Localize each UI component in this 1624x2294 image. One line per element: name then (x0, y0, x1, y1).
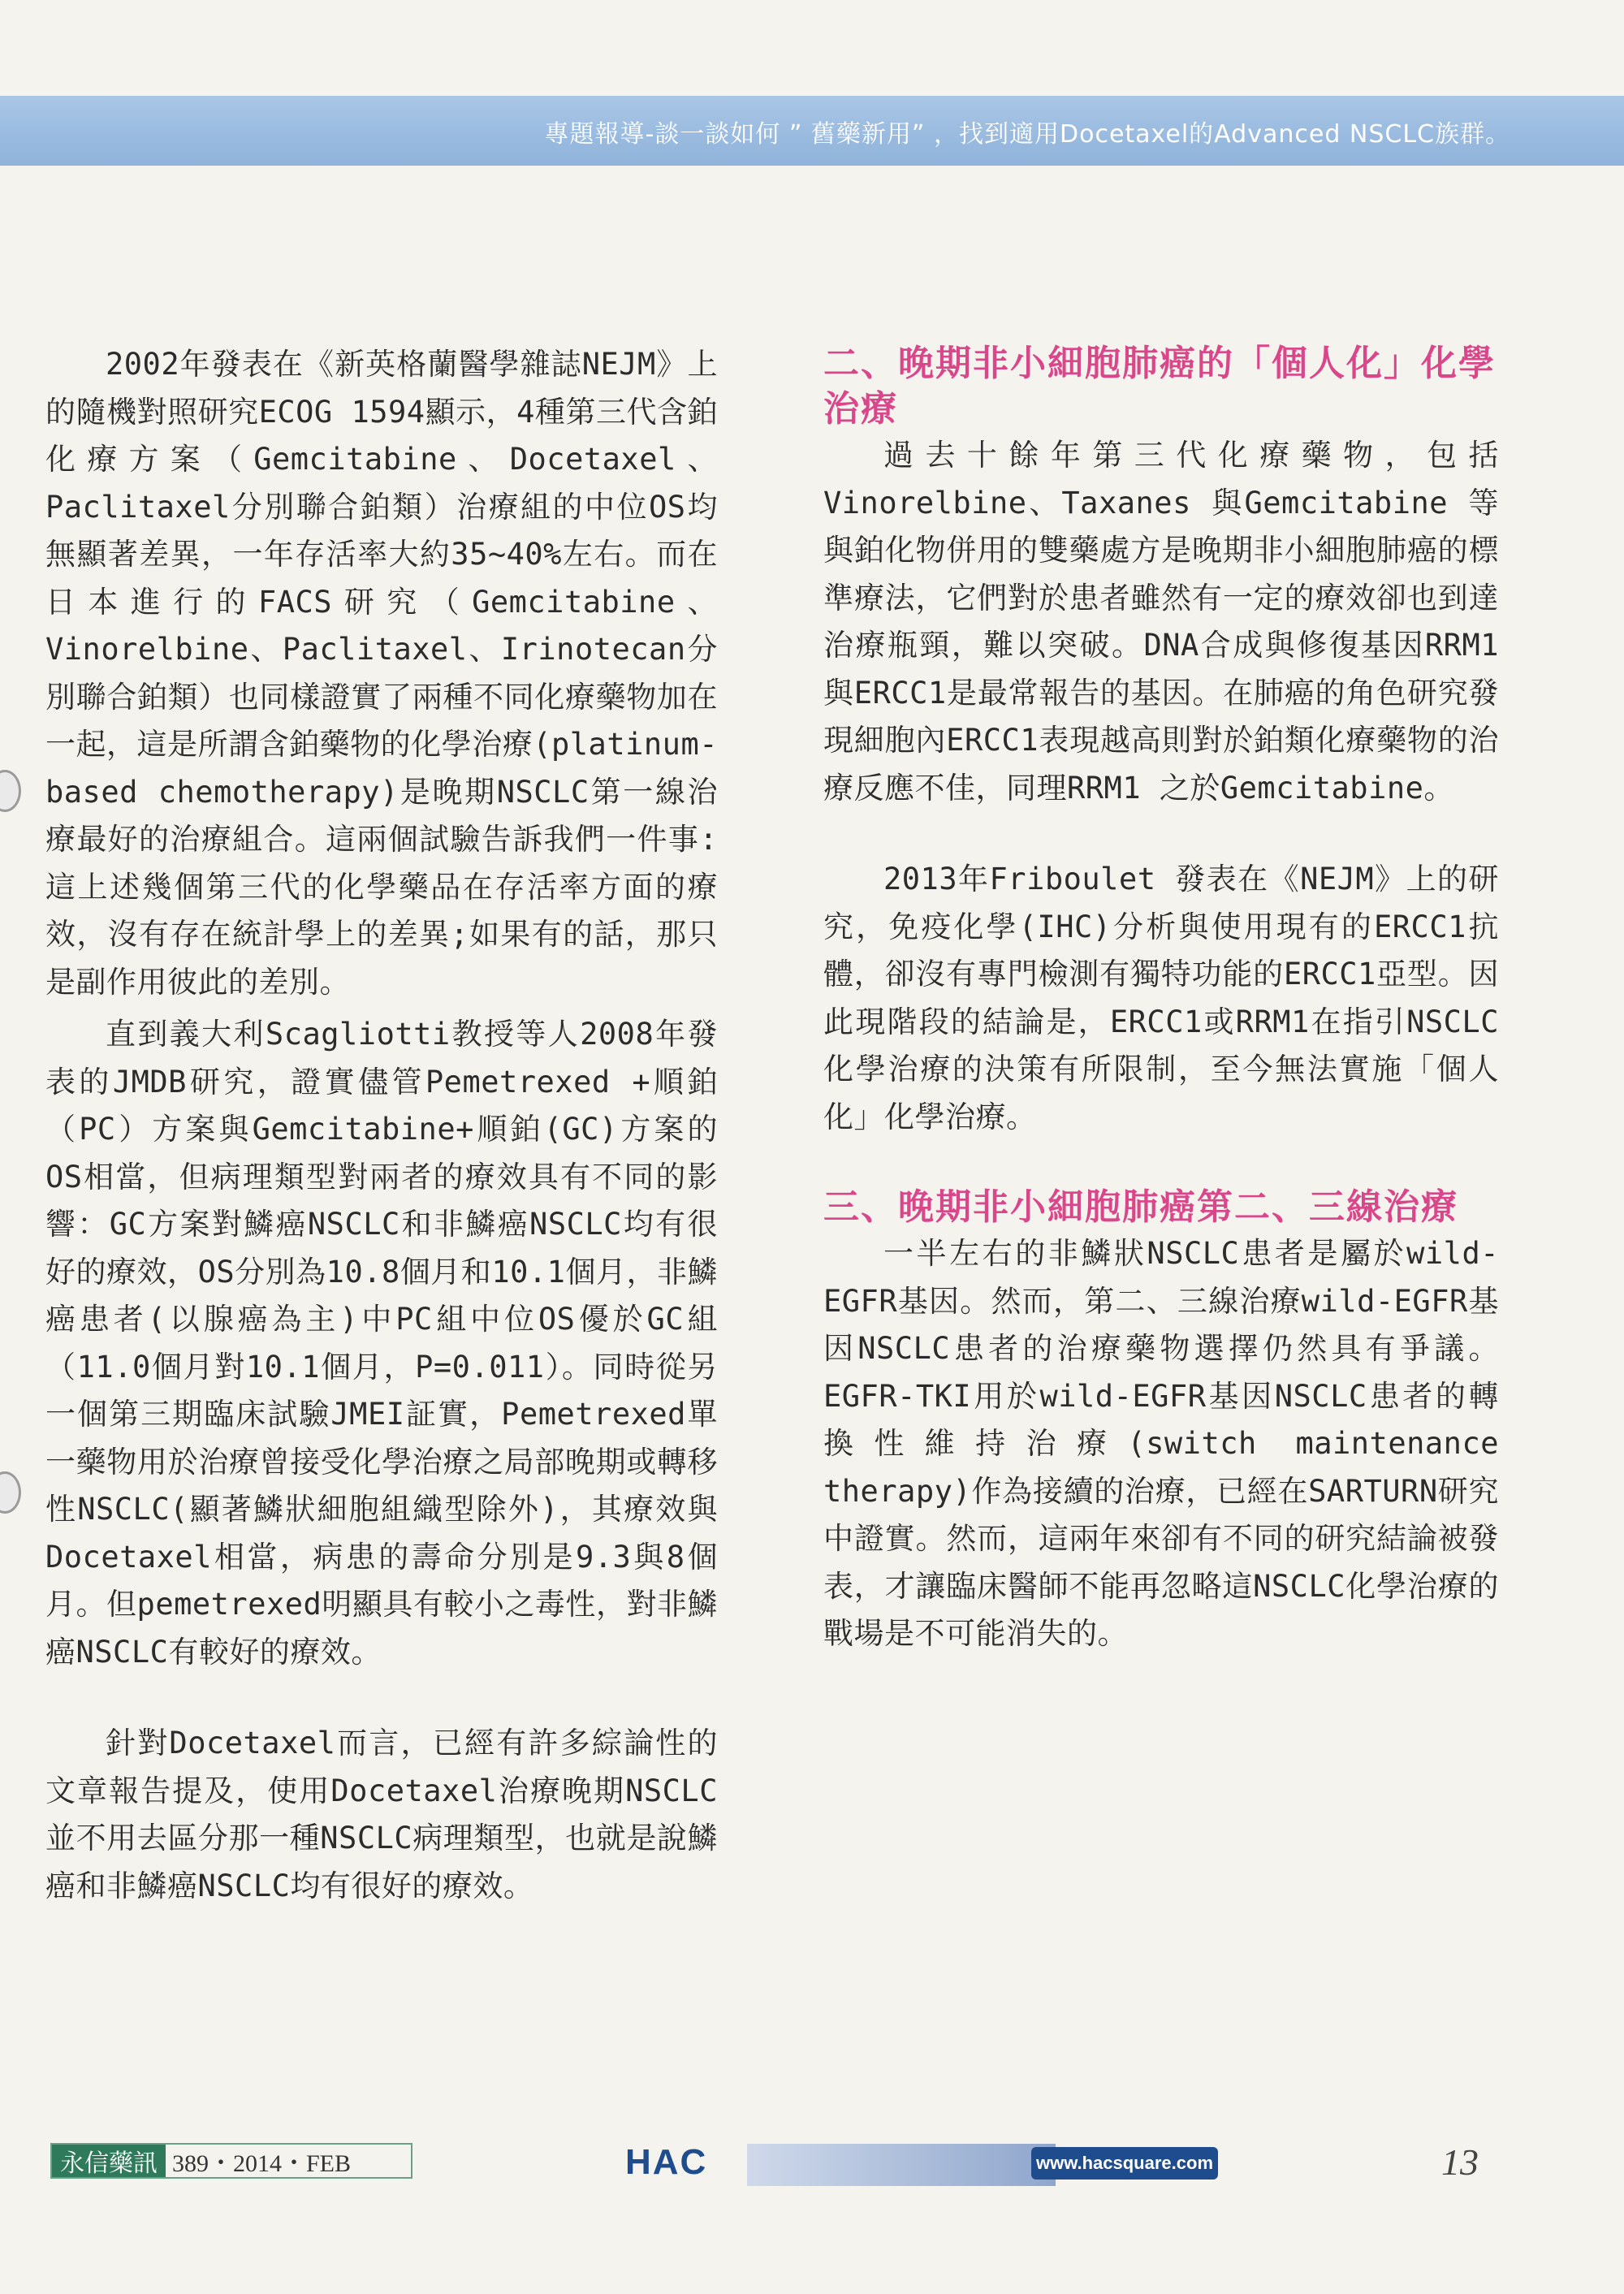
section-title-personalized: 二、晚期非小細胞肺癌的「個人化」化學治療 (823, 343, 1496, 430)
issue-info: 389・2014・FEB (172, 2150, 352, 2177)
page-number: 13 (1441, 2141, 1479, 2183)
hac-banner (625, 2142, 1242, 2191)
brand-name: 永信藥訊 (52, 2145, 166, 2177)
paragraph-wild-egfr: 一半左右的非鱗狀NSCLC患者是屬於wild-EGFR基因。然而，第二、三線治療wild-EGFR基因NSCLC患者的治療藥物選擇仍然具有爭議。EGFR-TKI用於wild-EGFR基因NSCLC患者的轉換性維持治療(switch maintenance therapy)作為接續的治療，已經在SARTURN研究中證實。然而，這兩年來卻有不同的研究結論被發表，才讓臨床醫師不能再忽略這NSCLC化學治療的戰場是不可能消失的。 (823, 1236, 1499, 1651)
hac-website-link[interactable]: www.hacsquare.com (1031, 2147, 1218, 2180)
paragraph-friboulet: 2013年Friboulet 發表在《NEJM》上的研究，免疫化學(IHC)分析與使用現有的ERCC1抗體，卻沒有專門檢測有獨特功能的ERCC1亞型。因此現階段的結論是，ERCC1或RRM1在指引NSCLC化學治療的決策有所限制，至今無法實施「個人化」化學治療。 (823, 862, 1499, 1134)
right-column (823, 341, 1499, 1658)
paragraph-jmdb-jmei: 直到義大利Scagliotti教授等人2008年發表的JMDB研究，證實儘管Pemetrexed +順鉑（PC）方案與Gemcitabine+順鉑(GC)方案的OS相當，但病理類型對兩者的療效具有不同的影響：GC方案對鱗癌NSCLC和非鱗癌NSCLC均有很好的療效，OS分別為10.8個月和10.1個月，非鱗癌患者(以腺癌為主)中PC組中位OS優於GC組（11.0個月對10.1個月，P=0.011）。同時從另一個第三期臨床試驗JMEI証實，Pemetrexed單一藥物用於治療曾接受化學治療之局部晚期或轉移性NSCLC(顯著鱗狀細胞組織型除外)，其療效與Docetaxel相當，病患的壽命分別是9.3與8個月。但pemetrexed明顯具有較小之毒性，對非鱗癌NSCLC有較好的療效。 (45, 1017, 718, 1670)
running-header: 專題報導-談一談如何 ” 舊藥新用” ，找到適用Docetaxel的Advanced NSCLC族群。 (544, 120, 1510, 149)
footer-brand (50, 2143, 412, 2179)
left-column (45, 341, 718, 1910)
paragraph-docetaxel: 針對Docetaxel而言，已經有許多綜論性的文章報告提及，使用Docetaxel治療晚期NSCLC並不用去區分那一種NSCLC病理類型，也就是說鱗癌和非鱗癌NSCLC均有很好的療效。 (45, 1726, 718, 1903)
hac-banner-bar (747, 2144, 1056, 2186)
paragraph-ecog-facs: 2002年發表在《新英格蘭醫學雜誌NEJM》上的隨機對照研究ECOG 1594顯示，4種第三代含鉑化療方案（Gemcitabine、Docetaxel、Paclitaxel分別聯合鉑類）治療組的中位OS均無顯著差異，一年存活率大約35~40%左右。而在日本進行的FACS研究（Gemcitabine、Vinorelbine、Paclitaxel、Irinotecan分別聯合鉑類）也同樣證實了兩種不同化療藥物加在一起，這是所謂含鉑藥物的化學治療(platinum-based chemotherapy)是晚期NSCLC第一線治療最好的治療組合。這兩個試驗告訴我們一件事:這上述幾個第三代的化學藥品在存活率方面的療效，沒有存在統計學上的差異;如果有的話，那只是副作用彼此的差別。 (45, 347, 718, 1000)
paragraph-third-gen-drugs: 過去十餘年第三代化療藥物，包括Vinorelbine、Taxanes 與Gemcitabine 等與鉑化物併用的雙藥處方是晚期非小細胞肺癌的標準療法，它們對於患者雖然有一定的療效卻也到達治療瓶頸，難以突破。DNA合成與修復基因RRM1與ERCC1是最常報告的基因。在肺癌的角色研究發現細胞內ERCC1表現越高則對於鉑類化療藥物的治療反應不佳，同理RRM1 之於Gemcitabine。 (823, 438, 1499, 806)
hac-logo: HAC (625, 2142, 708, 2182)
section-title-second-third-line: 三、晚期非小細胞肺癌第二、三線治療 (823, 1186, 1458, 1228)
binding-hole (0, 1471, 21, 1514)
binding-hole (0, 770, 21, 812)
